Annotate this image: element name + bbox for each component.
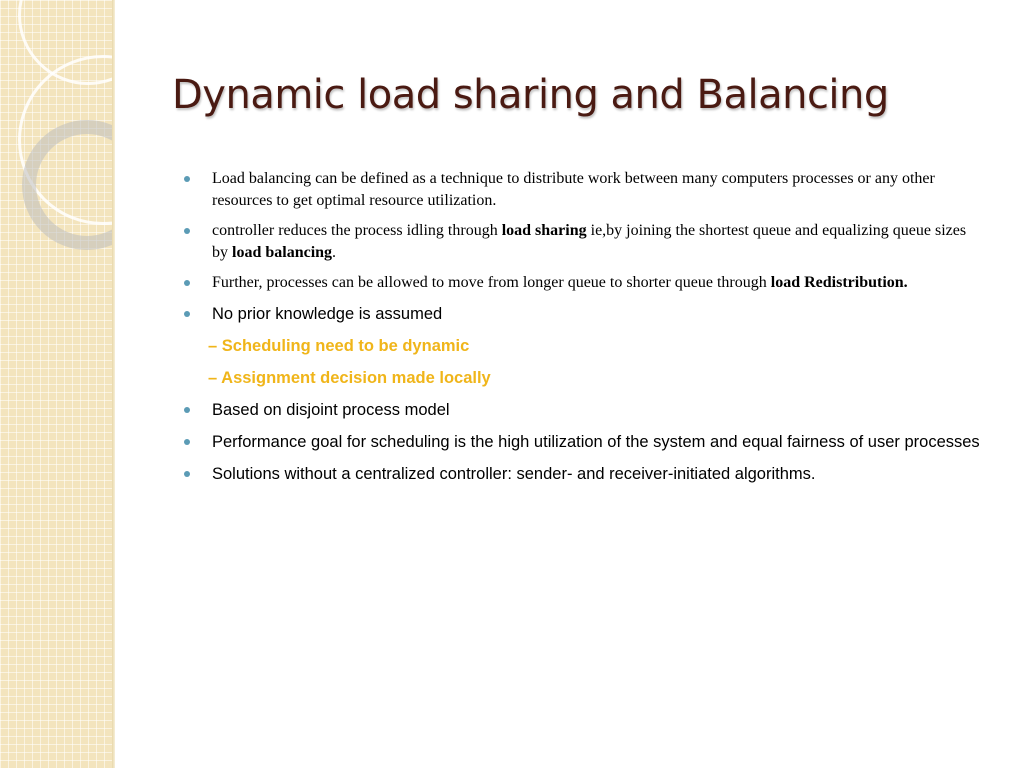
sub-item: – Assignment decision made locally	[208, 369, 491, 387]
bullet-dot-icon	[184, 280, 190, 286]
bullet-item	[180, 462, 980, 486]
bullet-text: controller reduces the process idling through	[212, 222, 502, 239]
side-panel-edge	[112, 0, 115, 768]
bullet-dot-icon	[184, 311, 190, 317]
bullet-dot-icon	[184, 407, 190, 413]
bullet-text: Further, processes can be allowed to move from longer queue to shorter queue through	[212, 274, 771, 291]
bullet-dot-icon	[184, 439, 190, 445]
bullet-text: .	[332, 244, 337, 261]
bullet-dot-icon	[184, 176, 190, 182]
bullet-text: Performance goal for scheduling is the high utilization of the system and equal fairness of user processes	[212, 433, 980, 451]
bullet-item	[180, 398, 980, 422]
bullet-item	[180, 272, 980, 294]
bold-term-load-sharing: load sharing	[501, 222, 587, 239]
bullet-text: Load balancing can be defined as a technique to distribute work between many computers processes or any other resources to get optimal resource utilization.	[212, 170, 935, 209]
bullet-dot-icon	[184, 471, 190, 477]
sub-item: – Scheduling need to be dynamic	[208, 337, 470, 355]
bullet-item	[180, 302, 980, 326]
bullet-text: No prior knowledge is assumed	[212, 305, 443, 323]
bullet-item	[180, 168, 980, 212]
bullet-item	[180, 220, 980, 264]
bold-term-load-balancing: load balancing	[232, 244, 333, 261]
bullet-text: ie,by joining the shortest queue and equalizing queue sizes by	[212, 222, 967, 261]
bullet-text: Solutions without a centralized controller: sender- and receiver-initiated algorithms.	[212, 465, 816, 483]
bold-term-load-redistribution: load Redistribution.	[770, 274, 908, 291]
slide-title: Dynamic load sharing and Balancing	[172, 72, 889, 118]
slide-content	[180, 168, 980, 494]
bullet-item	[180, 430, 980, 454]
bullet-text: Based on disjoint process model	[212, 401, 450, 419]
bullet-dot-icon	[184, 228, 190, 234]
decorative-side-panel	[0, 0, 112, 768]
